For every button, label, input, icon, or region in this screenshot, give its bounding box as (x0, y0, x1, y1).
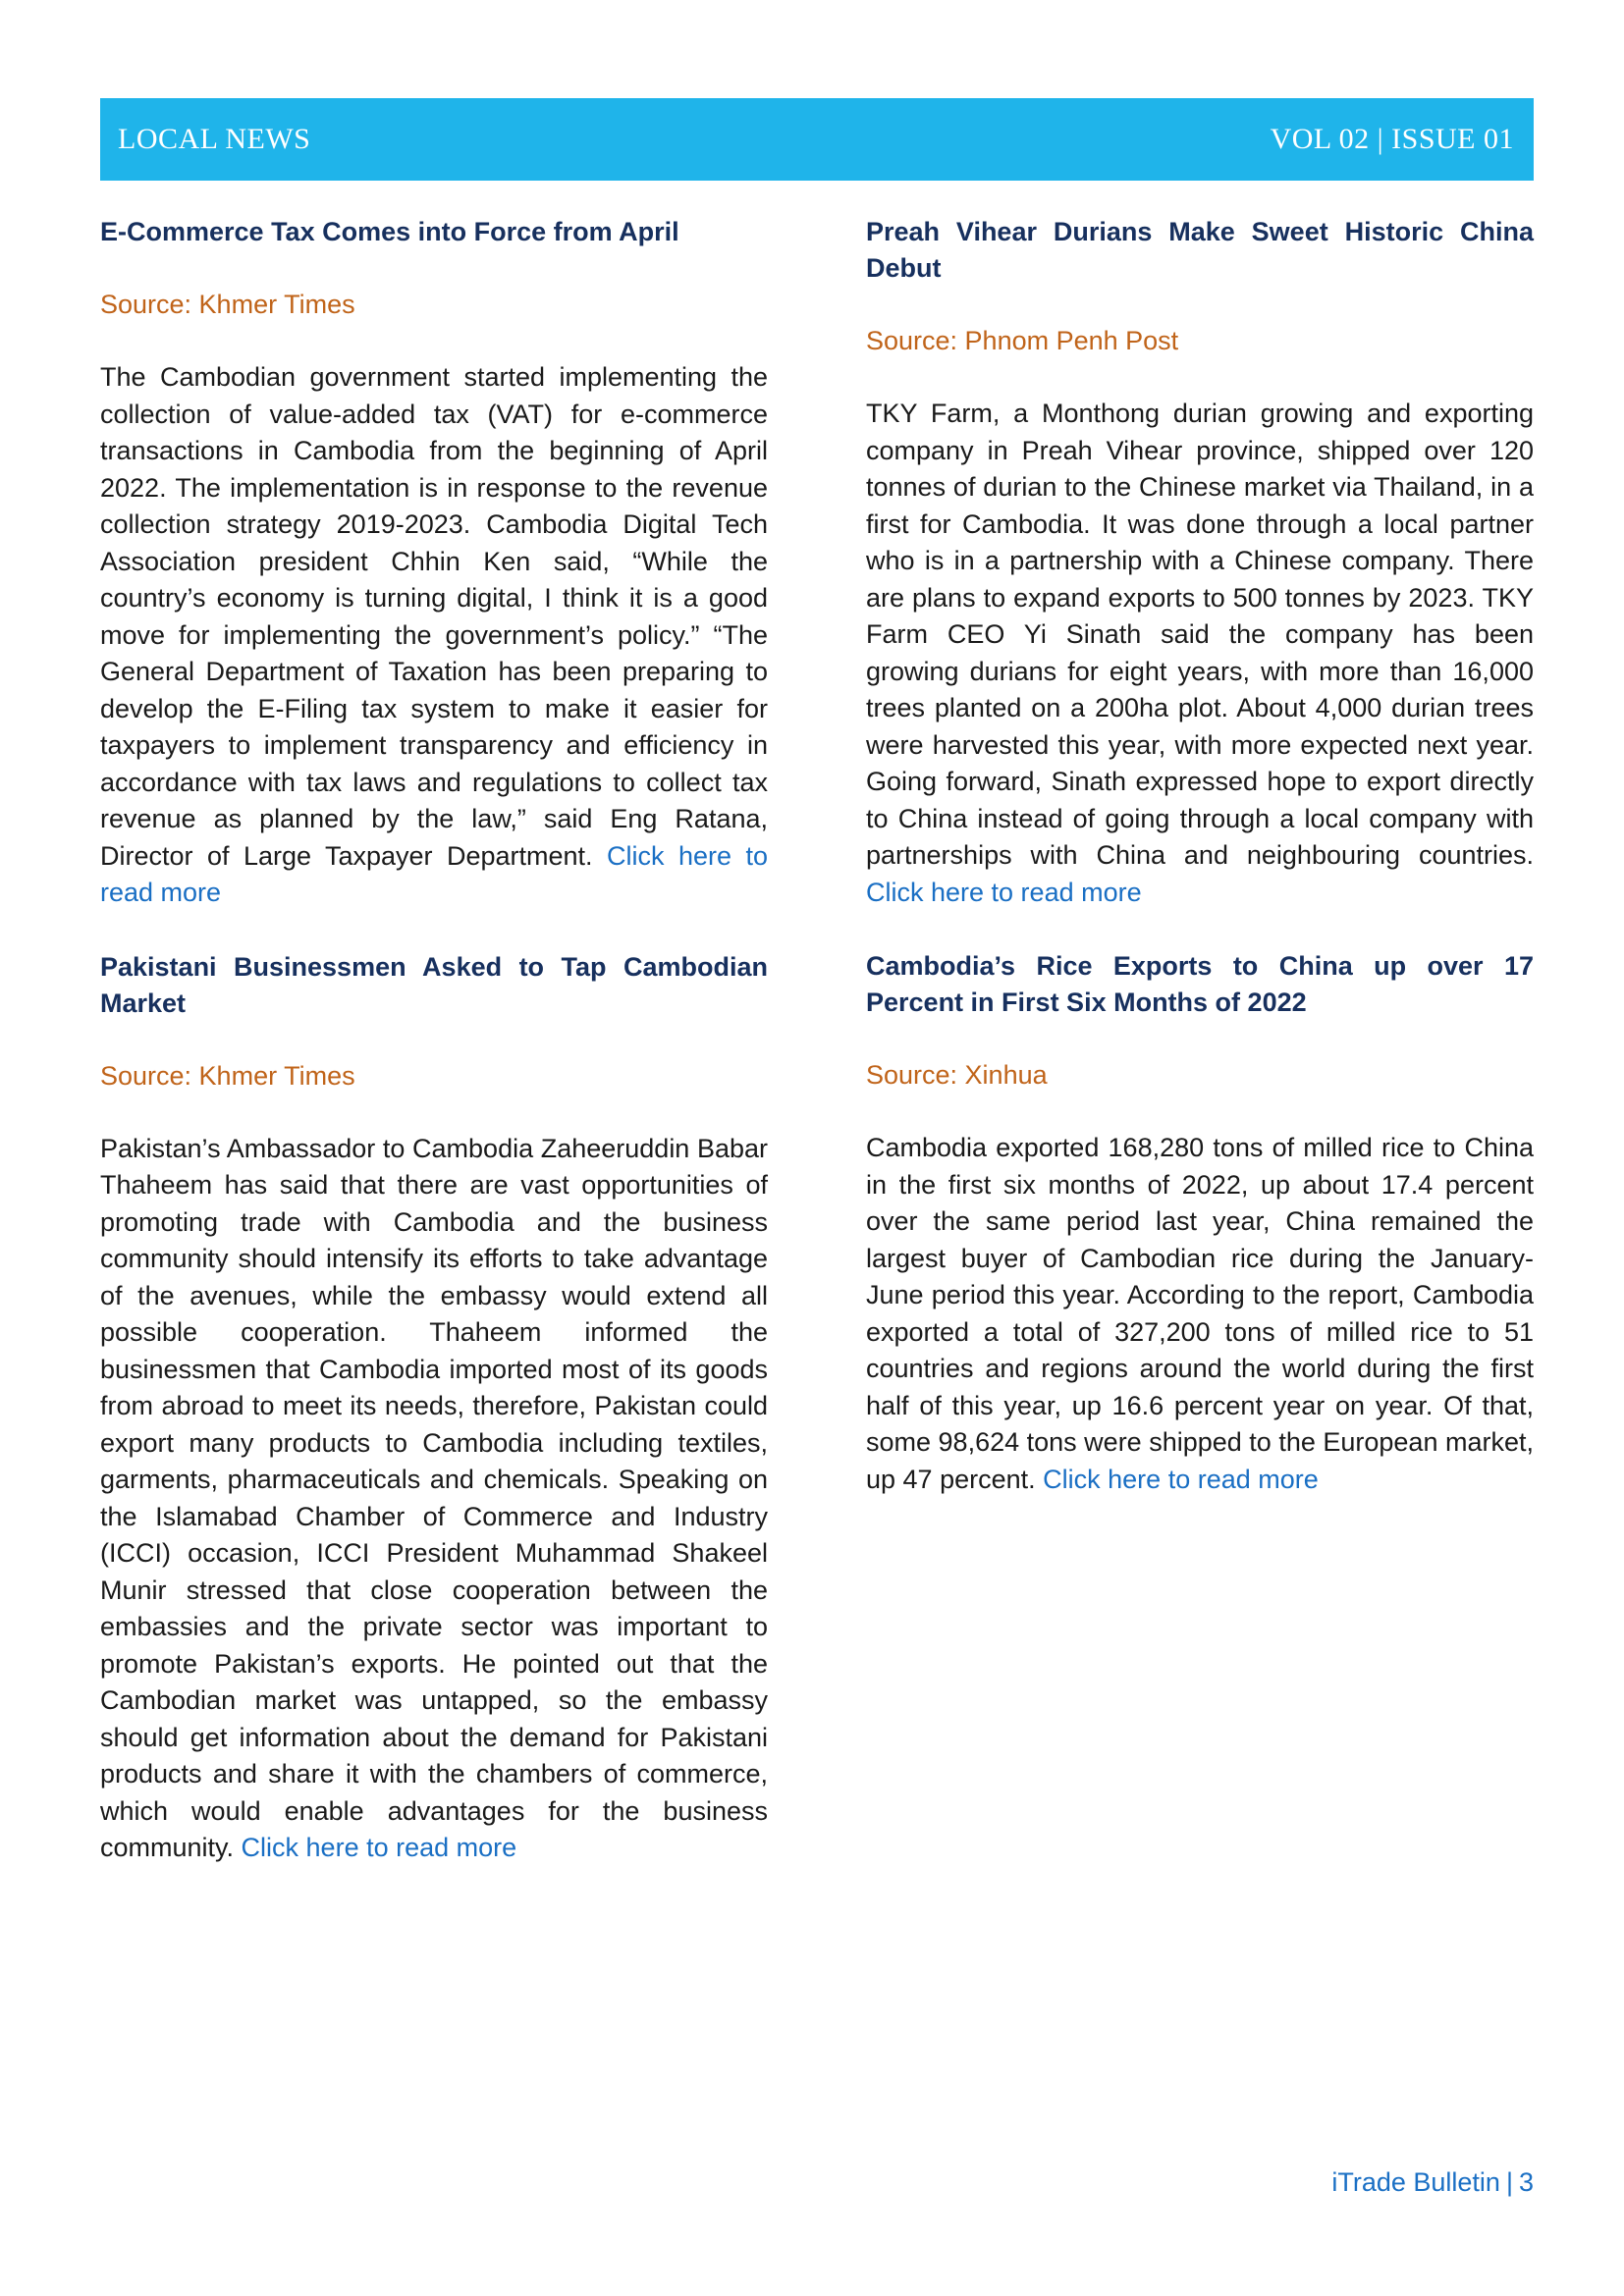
article-headline: E-Commerce Tax Comes into Force from April (100, 217, 679, 246)
article-ecommerce-tax (100, 214, 768, 912)
article-source: Source: Khmer Times (100, 290, 355, 319)
footer-separator: | (1505, 2167, 1513, 2197)
article-body-text: The Cambodian government started implementing the collection of value-added tax (VAT) for e-commerce transactions in Cambodia from the beginning of April 2022. The implementation is in response to the revenue collection strategy 2019-2023. Cambodia Digital Tech Association president Chhin Ken said, “While the country’s economy is turning digital, I think it is a good move for implementing the government’s policy.” “The General Department of Taxation has been preparing to develop the E-Filing tax system to make it easier for taxpayers to implement transparency and efficiency in accordance with tax laws and regulations to collect tax revenue as planned by the law,” said Eng Ratana, Director of Large Taxpayer Department. (100, 362, 768, 871)
left-column (100, 214, 768, 1904)
article-source: Source: Xinhua (866, 1060, 1048, 1090)
article-body (866, 396, 1534, 911)
section-title: LOCAL NEWS (118, 123, 311, 155)
article-source: Source: Phnom Penh Post (866, 326, 1179, 355)
right-column (866, 214, 1534, 1535)
read-more-link[interactable]: Click here to read more (241, 1833, 517, 1862)
article-headline: Cambodia’s Rice Exports to China up over 17 Percent in First Six Months of 2022 (866, 951, 1534, 1017)
page-number: 3 (1518, 2167, 1534, 2197)
article-source: Source: Khmer Times (100, 1060, 355, 1091)
read-more-link[interactable]: Click here to read more (866, 877, 1142, 907)
article-body (100, 1131, 768, 1867)
article-body (866, 1130, 1534, 1498)
volume-issue: VOL 02 | ISSUE 01 (1270, 123, 1514, 155)
section-header-band (100, 98, 1534, 181)
read-more-link[interactable]: Click here to read more (1043, 1464, 1319, 1494)
article-rice-exports (866, 948, 1534, 1498)
article-headline: Preah Vihear Durians Make Sweet Historic China Debut (866, 217, 1534, 283)
article-preah-vihear-durians (866, 214, 1534, 911)
article-body-text: TKY Farm, a Monthong durian growing and exporting company in Preah Vihear province, shipped over 120 tonnes of durian to the Chinese market via Thailand, in a first for Cambodia. It was done through a local partner who is in a partnership with a Chinese company. There are plans to expand exports to 500 tonnes by 2023. TKY Farm CEO Yi Sinath said the company has been growing durians for eight years, with more than 16,000 trees planted on a 200ha plot. About 4,000 durian trees were harvested this year, with more expected next year. Going forward, Sinath expressed hope to export directly to China instead of going through a local company with partnerships with China and neighbouring countries. (866, 399, 1534, 870)
article-body-text: Pakistan’s Ambassador to Cambodia Zaheeruddin Babar Thaheem has said that there are vast opportunities of promoting trade with Cambodia and the business community should intensify its efforts to take advantage of the avenues, while the embassy would extend all possible cooperation. Thaheem informed the businessmen that Cambodia imported most of its goods from abroad to meet its needs, therefore, Pakistan could export many products to Cambodia including textiles, garments, pharmaceuticals and chemicals. Speaking on the Islamabad Chamber of Commerce and Industry (ICCI) occasion, ICCI President Muhammad Shakeel Munir stressed that close cooperation between the embassies and the private sector was important to promote Pakistan’s exports. He pointed out that the Cambodian market was untapped, so the embassy should get information about the demand for Pakistani products and share it with the chambers of commerce, which would enable advantages for the business community. (100, 1133, 768, 1862)
publication-name: iTrade Bulletin (1331, 2167, 1500, 2197)
page-footer (1331, 2167, 1534, 2198)
article-headline: Pakistani Businessmen Asked to Tap Cambodian Market (100, 951, 768, 1018)
article-pakistani-businessmen (100, 949, 768, 1867)
read-more-link[interactable]: Click here to read more (100, 840, 768, 907)
article-body (100, 359, 768, 912)
article-body-text: Cambodia exported 168,280 tons of milled rice to China in the first six months of 2022, up about 17.4 percent over the same period last year, China remained the largest buyer of Cambodian rice during the January-June period this year. According to the report, Cambodia exported a total of 327,200 tons of milled rice to 51 countries and regions around the world during the first half of this year, up 16.6 percent year on year. Of that, some 98,624 tons were shipped to the European market, up 47 percent. (866, 1133, 1534, 1494)
